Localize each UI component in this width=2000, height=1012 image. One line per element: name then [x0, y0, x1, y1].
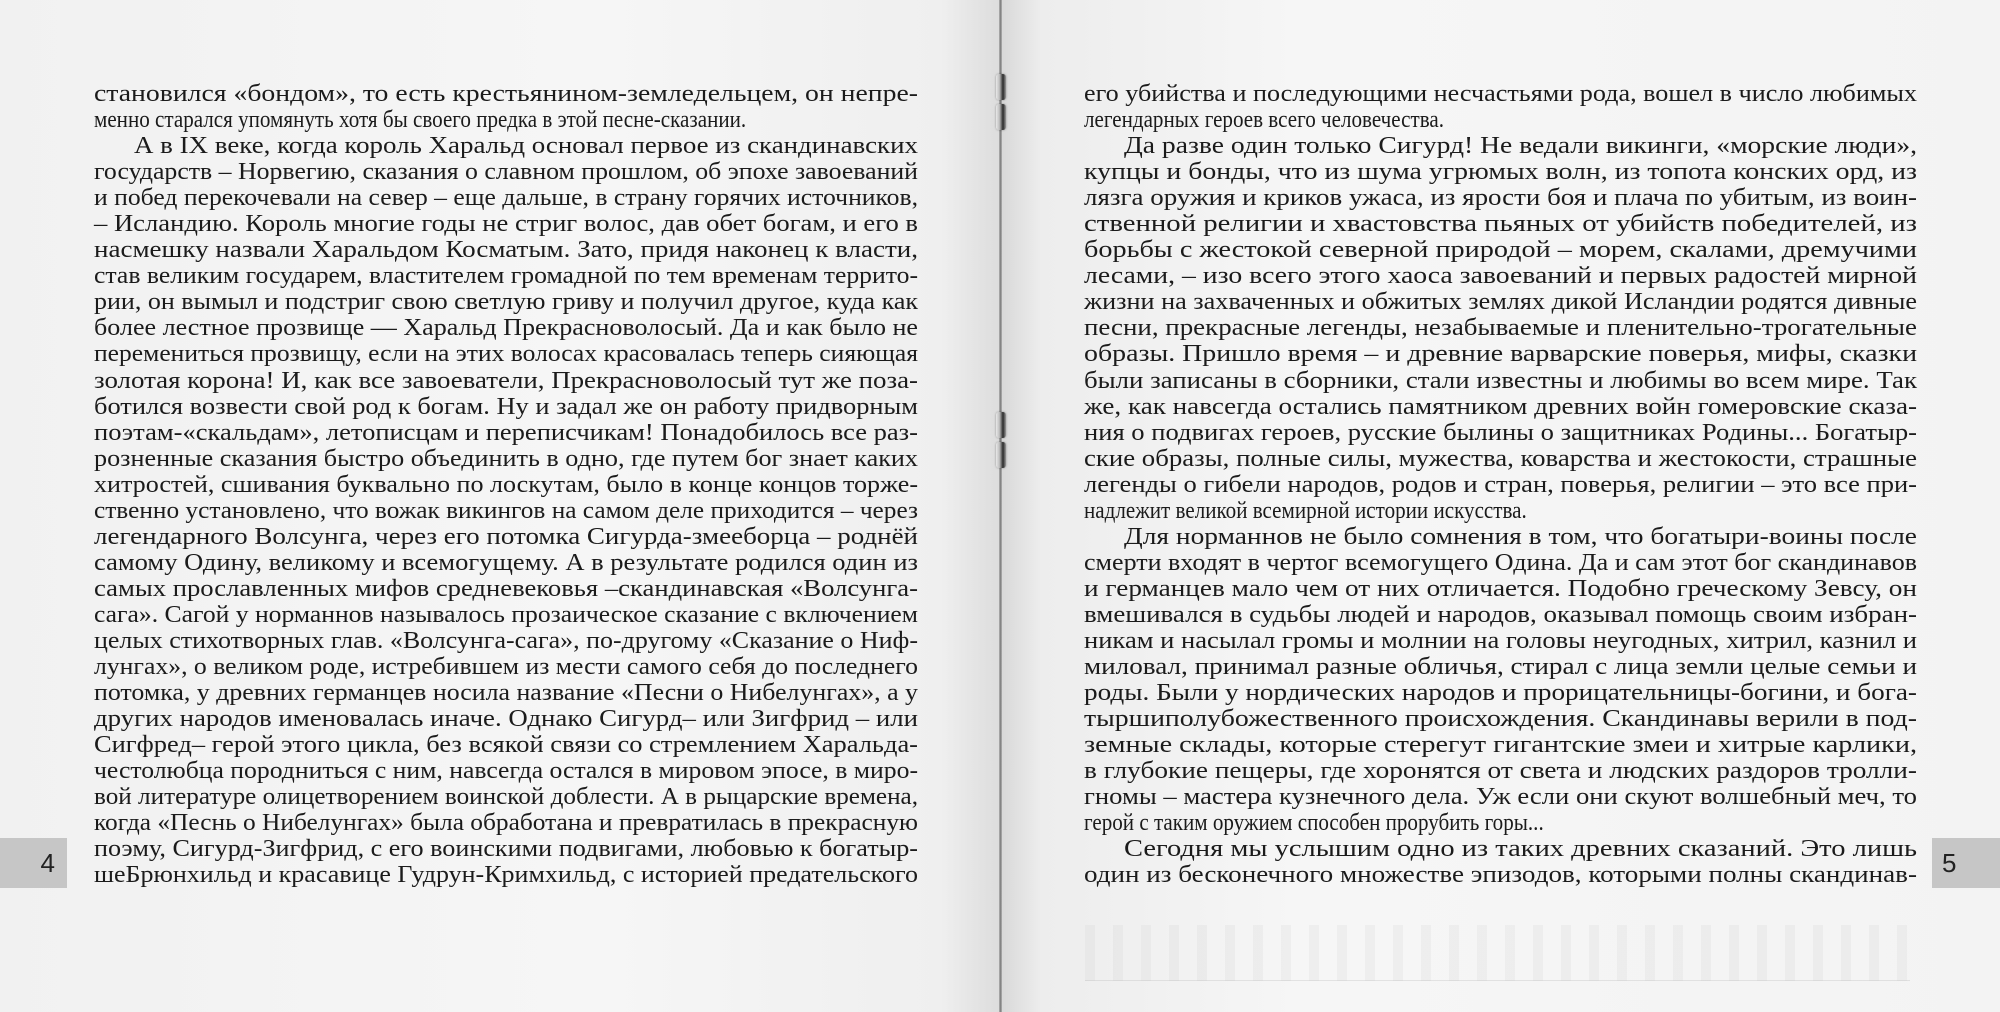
text-line-content: рии, он вымыл и подстриг свою светлую гриву и получил другое, куда как: [94, 288, 919, 316]
text-line: [1084, 107, 1917, 133]
staple-icon: [996, 74, 1006, 100]
text-line-content: жизни на захваченных и обжитых землях дикой Исландии родятся дивные: [1084, 288, 1917, 316]
text-line: [94, 550, 918, 576]
text-line-content: герой с таким оружием способен прорубить горы...: [1084, 809, 1544, 837]
text-line: [1084, 237, 1917, 263]
text-line-content: насмешку назвали Харальдом Косматым. Зато, придя наконец к власти,: [94, 236, 919, 264]
text-line-content: хитростей, сшивания буквально по лоскутам, было в конце концов торже-: [94, 470, 918, 498]
text-line-content: потомка, у древних германцев носила название «Песни о Нибелунгах», а у: [94, 679, 918, 707]
text-line: [1084, 133, 1917, 159]
text-line: [1084, 498, 1917, 524]
text-line-content: земные склады, которые стерегут гигантские змеи и хитрые карлики,: [1084, 731, 1917, 759]
text-line: [94, 420, 918, 446]
text-line-content: миловал, принимал разные обличья, стирал с лица земли целые семьи и: [1084, 653, 1917, 681]
text-line-content: когда «Песнь о Нибелунгах» была обработана и превратилась в прекрасную: [94, 809, 918, 837]
text-line: [94, 237, 918, 263]
text-line: [1084, 576, 1917, 602]
text-line-content: целых стихотворных глав. «Волсунга-сага», по-другому «Сказание о Ниф-: [94, 626, 918, 654]
text-line: [1084, 81, 1917, 107]
page-number-left: 4: [40, 847, 55, 878]
text-line: [94, 394, 918, 420]
text-line-content: золотая корона! И, как все завоеватели, Прекрасноволосый тут же поза-: [94, 366, 918, 394]
text-line: [1084, 784, 1917, 810]
text-line: [94, 654, 918, 680]
text-line-content: борьбы с жестокой северной природой – морем, скалами, дремучими: [1084, 236, 1917, 264]
page-number-tab-left: [0, 838, 67, 888]
text-line: [94, 107, 918, 133]
text-line: [94, 498, 918, 524]
text-line-content: смерти входят в чертог всемогущего Одина. Да и сам этот бог скандинавов: [1084, 548, 1917, 576]
text-line: [94, 602, 918, 628]
text-line: [94, 862, 918, 888]
text-line-content: сага». Сагой у норманнов называлось прозаическое сказание с включением: [94, 600, 918, 628]
text-line: [1084, 680, 1917, 706]
text-line-content: государств – Норвегию, сказания о славном прошлом, об эпохе завоеваний: [94, 158, 918, 186]
text-line: [94, 810, 918, 836]
page-number-right: 5: [1942, 847, 1957, 878]
text-line: [94, 211, 918, 237]
text-line: [1084, 263, 1917, 289]
text-line-content: других народов именовалась иначе. Однако Сигурд– или Зигфрид – или: [94, 705, 918, 733]
text-line-content: поэтам-«скальдам», летописцам и переписчикам! Понадобилось все раз-: [94, 418, 918, 446]
text-line-content: ния о подвигах героев, русские былины о защитниках Родины... Богатыр-: [1084, 418, 1917, 446]
text-line: [94, 576, 918, 602]
text-line-content: лязга оружия и криков ужаса, из ярости боя и плача по убитым, из воин-: [1084, 184, 1917, 212]
text-line: [94, 524, 918, 550]
text-line-content: Сигфред– герой этого цикла, без всякой связи со стремлением Харальда-: [94, 731, 919, 759]
text-line: [1084, 394, 1917, 420]
text-line: [94, 263, 918, 289]
staple-icon: [996, 442, 1006, 468]
text-line: [94, 446, 918, 472]
text-line-content: вой литературе олицетворением воинской доблести. А в рыцарские времена,: [94, 783, 918, 811]
text-line: [94, 758, 918, 784]
text-line: [1084, 550, 1917, 576]
text-line: [1084, 706, 1917, 732]
text-line: [1084, 732, 1917, 758]
text-line-content: тыршиполубожественного происхождения. Скандинавы верили в под-: [1084, 705, 1917, 733]
text-line-content: более лестное прозвище — Харальд Прекрасноволосый. Да и как было не: [94, 314, 918, 342]
text-line-content: Сегодня мы услышим одно из таких древних сказаний. Это лишь: [1124, 835, 1917, 863]
text-line: [1084, 628, 1917, 654]
text-line: [94, 159, 918, 185]
text-line: [1084, 654, 1917, 680]
text-line-content: ственной религии и хвастовства пьяных от убийств победителей, из: [1084, 210, 1917, 238]
text-line: [1084, 524, 1917, 550]
text-line-content: были записаны в сборники, стали известны и любимы во всем мире. Так: [1084, 366, 1917, 394]
text-line: [94, 680, 918, 706]
text-line-content: лесами, – изо всего этого хаоса завоеваний и первых радостей мирной: [1084, 262, 1917, 290]
text-line-content: перемениться прозвищу, если на этих волосах красовалась теперь сияющая: [94, 340, 918, 368]
text-line-content: песни, прекрасные легенды, незабываемые и пленительно-трогательные: [1084, 314, 1917, 342]
text-line-content: розненные сказания быстро объединить в одно, где путем бог знает каких: [94, 444, 918, 472]
text-line: [94, 368, 918, 394]
text-line: [1084, 315, 1917, 341]
text-line-content: гномы – мастера кузнечного дела. Уж если они скуют волшебный меч, то: [1084, 783, 1917, 811]
text-line: [1084, 862, 1917, 888]
text-line: [1084, 602, 1917, 628]
text-line-content: Для норманнов не было сомнения в том, что богатыри-воины после: [1124, 522, 1917, 550]
text-line-content: став великим государем, властителем громадной по тем временам террито-: [94, 262, 919, 290]
text-line: [1084, 836, 1917, 862]
text-line-content: менно старался упомянуть хотя бы своего предка в этой песне-сказании.: [94, 106, 747, 134]
text-line-content: легендарного Волсунга, через его потомка Сигурда-змееборца – роднёй: [94, 522, 918, 550]
text-line: [94, 732, 918, 758]
text-line-content: легендарных героев всего человечества.: [1084, 106, 1444, 134]
text-line: [1084, 368, 1917, 394]
text-line: [1084, 420, 1917, 446]
text-line-content: самому Одину, великому и всемогущему. А в результате родился один из: [94, 548, 918, 576]
text-line: [1084, 446, 1917, 472]
text-line: [94, 289, 918, 315]
text-line-content: лунгах», о великом роде, истребившем из мести самого себя до последнего: [94, 653, 918, 681]
text-line-content: никам и насылал громы и молнии на головы неугодных, хитрил, казнил и: [1084, 626, 1917, 654]
text-line-content: в глубокие пещеры, где хоронятся от света и людских раздоров тролли-: [1084, 757, 1917, 785]
text-line: [1084, 810, 1917, 836]
text-line: [94, 133, 918, 159]
text-line-content: – Исландию. Король многие годы не стриг волос, дав обет богам, и его в: [94, 210, 918, 238]
text-line-content: надлежит великой всемирной истории искусства.: [1084, 496, 1527, 524]
text-line-content: легенды о гибели народов, родов и стран, поверья, религии – это все при-: [1084, 470, 1917, 498]
left-page-text: [94, 81, 918, 888]
text-line-content: ботился возвести свой род к богам. Ну и задал же он работу придворным: [94, 392, 919, 420]
text-line: [1084, 185, 1917, 211]
text-line-content: один из бесконечного множестве эпизодов, которыми полны скандинав-: [1084, 861, 1917, 889]
text-line: [94, 784, 918, 810]
text-line-content: ственно установлено, что вожак викингов на самом деле приходится – через: [94, 496, 918, 524]
staple-icon: [996, 412, 1006, 438]
text-line-content: вмешивался в судьбы людей и народов, оказывал помощь своим избран-: [1084, 600, 1917, 628]
text-line: [1084, 341, 1917, 367]
text-line: [94, 706, 918, 732]
text-line: [1084, 472, 1917, 498]
text-line-content: А в IX веке, когда король Харальд основал первое из скандинавских: [134, 132, 918, 160]
text-line-content: его убийства и последующими несчастьями рода, вошел в число любимых: [1084, 80, 1917, 107]
text-line: [94, 836, 918, 862]
text-line-content: роды. Были у нордических народов и прорицательницы-богини, и бога-: [1084, 679, 1917, 707]
text-line-content: и побед перекочевали на север – еще дальше, в страну горячих источников,: [94, 184, 918, 212]
text-line: [1084, 211, 1917, 237]
text-line-content: Да разве один только Сигурд! Не ведали викинги, «морские люди»,: [1124, 132, 1917, 160]
text-line: [1084, 758, 1917, 784]
staple-icon: [996, 104, 1006, 130]
text-line-content: честолюбца породниться с ним, навсегда остался в мировом эпосе, в миро-: [94, 757, 918, 785]
text-line: [94, 628, 918, 654]
text-line: [94, 315, 918, 341]
text-line: [94, 472, 918, 498]
text-line: [94, 185, 918, 211]
text-line-content: образы. Пришло время – и древние варварские поверья, мифы, сказки: [1084, 340, 1917, 368]
show-through-ornament: [1085, 925, 1910, 981]
text-line-content: шеБрюнхильд и красавице Гудрун-Кримхильд, с историей предательского: [94, 861, 919, 889]
text-line: [1084, 289, 1917, 315]
text-line-content: самых прославленных мифов средневековья –скандинавская «Волсунга-: [94, 574, 918, 602]
text-line-content: и германцев мало чем от них отличается. Подобно греческому Зевсу, он: [1084, 574, 1917, 602]
text-line-content: ские образы, полные силы, мужества, коварства и жестокости, страшные: [1084, 444, 1917, 472]
right-page-text: [1084, 81, 1917, 888]
text-line: [1084, 159, 1917, 185]
right-page: [1001, 0, 2000, 1012]
book-spine: [999, 0, 1002, 1012]
text-line-content: становился «бондом», то есть крестьянином-земледельцем, он непре-: [94, 80, 918, 107]
page-number-tab-right: [1932, 838, 2000, 888]
text-line: [94, 341, 918, 367]
text-line-content: купцы и бонды, что из шума угрюмых волн, из топота конских орд, из: [1084, 158, 1917, 186]
text-line-content: поэму, Сигурд-Зигфрид, с его воинскими подвигами, любовью к богатыр-: [94, 835, 919, 863]
text-line: [94, 81, 918, 107]
text-line-content: же, как навсегда остались памятником древних войн гомеровские сказа-: [1084, 392, 1917, 420]
